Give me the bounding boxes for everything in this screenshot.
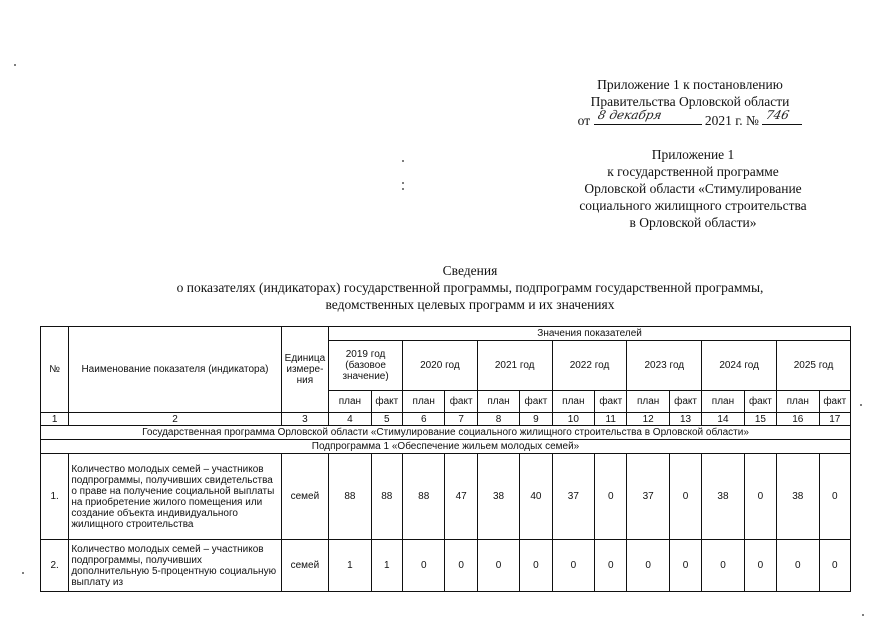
row-value: 88 (371, 454, 402, 540)
col-number: 1 (41, 413, 69, 426)
header-year: 2022 год (552, 341, 627, 391)
row-value: 37 (552, 454, 594, 540)
row-name: Количество молодых семей – участников подпрограммы, получивших свидетельства о праве на получение социальной выплаты на приобретение жилого помещения или создание объекта индивидуального жилищного строительства (69, 454, 281, 540)
header-plan: план (477, 391, 519, 413)
row-value: 88 (329, 454, 371, 540)
header-unit: Единица измере-ния (281, 327, 329, 413)
scan-speck (402, 182, 404, 184)
document-title (100, 262, 840, 313)
appendix-line: Приложение 1 к постановлению (597, 77, 783, 92)
subprogram-row: Подпрограмма 1 «Обеспечение жильем молодых семей» (41, 440, 851, 454)
scan-speck (862, 614, 864, 616)
col-number: 8 (477, 413, 519, 426)
row-unit: семей (281, 454, 329, 540)
row-value: 1 (329, 540, 371, 592)
row-value: 0 (702, 540, 744, 592)
row-value: 0 (402, 540, 444, 592)
row-value: 38 (477, 454, 519, 540)
row-value: 0 (445, 540, 477, 592)
col-number: 7 (445, 413, 477, 426)
header-plan: план (702, 391, 744, 413)
row-value: 0 (744, 454, 776, 540)
header-name: Наименование показателя (индикатора) (69, 327, 281, 413)
row-num: 1. (41, 454, 69, 540)
col-number: 6 (402, 413, 444, 426)
row-value: 0 (595, 454, 627, 540)
header-year: 2023 год (627, 341, 702, 391)
col-number: 15 (744, 413, 776, 426)
header-year: 2024 год (702, 341, 777, 391)
header-year: 2019 год (базовое значение) (329, 341, 403, 391)
row-value: 37 (627, 454, 669, 540)
program-row: Государственная программа Орловской области «Стимулирование социального жилищного строительства в Орловской области» (41, 426, 851, 440)
col-number: 14 (702, 413, 744, 426)
row-value: 38 (777, 454, 819, 540)
col-number: 9 (520, 413, 552, 426)
col-number: 5 (371, 413, 402, 426)
row-value: 0 (627, 540, 669, 592)
col-number: 4 (329, 413, 371, 426)
appendix-line: Орловской области «Стимулирование (584, 181, 802, 196)
from-label: от (577, 113, 591, 128)
col-number: 11 (595, 413, 627, 426)
row-num: 2. (41, 540, 69, 592)
scan-speck (22, 572, 24, 574)
title-line: ведомственных целевых программ и их значениях (325, 297, 615, 312)
row-value: 0 (477, 540, 519, 592)
row-value: 0 (777, 540, 819, 592)
col-number: 17 (819, 413, 850, 426)
col-number: 10 (552, 413, 594, 426)
header-fact: факт (669, 391, 701, 413)
header-plan: план (402, 391, 444, 413)
col-number: 3 (281, 413, 329, 426)
column-number-row (41, 413, 851, 426)
col-number: 13 (669, 413, 701, 426)
header-plan: план (777, 391, 819, 413)
header-values-group: Значения показателей (329, 327, 851, 341)
row-value: 0 (744, 540, 776, 592)
header-fact: факт (520, 391, 552, 413)
row-value: 1 (371, 540, 402, 592)
table-row (41, 454, 851, 540)
header-plan: план (329, 391, 371, 413)
appendix-line: социального жилищного строительства (579, 198, 807, 213)
indicators-table (40, 326, 851, 592)
header-year: 2020 год (402, 341, 477, 391)
number-signature-line (762, 110, 802, 125)
appendix-line: Приложение 1 (651, 147, 735, 162)
scan-speck (402, 160, 404, 162)
header-fact: факт (744, 391, 776, 413)
row-unit: семей (281, 540, 329, 592)
scan-speck (14, 64, 16, 66)
handwritten-number: 746 (764, 108, 791, 122)
header-fact: факт (445, 391, 477, 413)
date-signature-line (594, 110, 702, 125)
row-value: 88 (402, 454, 444, 540)
header-fact: факт (595, 391, 627, 413)
appendix-line: в Орловской области» (629, 215, 757, 230)
col-number: 12 (627, 413, 669, 426)
title-line: Сведения (442, 263, 498, 278)
table-row (41, 540, 851, 592)
row-value: 0 (552, 540, 594, 592)
row-value: 0 (819, 540, 850, 592)
appendix-program (548, 146, 838, 231)
row-value: 40 (520, 454, 552, 540)
header-year: 2025 год (777, 341, 851, 391)
row-value: 0 (819, 454, 850, 540)
title-line: о показателях (индикаторах) государственной программы, подпрограмм государственной программы, (176, 280, 764, 295)
header-fact: факт (819, 391, 850, 413)
row-value: 38 (702, 454, 744, 540)
header-plan: план (627, 391, 669, 413)
appendix-date-line (560, 110, 820, 129)
row-value: 0 (669, 454, 701, 540)
scan-speck (860, 404, 862, 406)
appendix-line: к государственной программе (607, 164, 779, 179)
header-num: № (41, 327, 69, 413)
year-label: 2021 г. № (704, 113, 759, 128)
row-value: 0 (669, 540, 701, 592)
row-name: Количество молодых семей – участников подпрограммы, получивших дополнительную 5-процентную социальную выплату из (69, 540, 281, 592)
row-value: 0 (595, 540, 627, 592)
header-fact: факт (371, 391, 402, 413)
handwritten-date: 8 декабря (596, 108, 663, 122)
appendix-resolution (560, 76, 820, 129)
scan-speck (402, 188, 404, 190)
col-number: 2 (69, 413, 281, 426)
appendix-line: Правительства Орловской области (590, 94, 790, 109)
row-value: 0 (520, 540, 552, 592)
header-year: 2021 год (477, 341, 552, 391)
row-value: 47 (445, 454, 477, 540)
col-number: 16 (777, 413, 819, 426)
header-plan: план (552, 391, 594, 413)
